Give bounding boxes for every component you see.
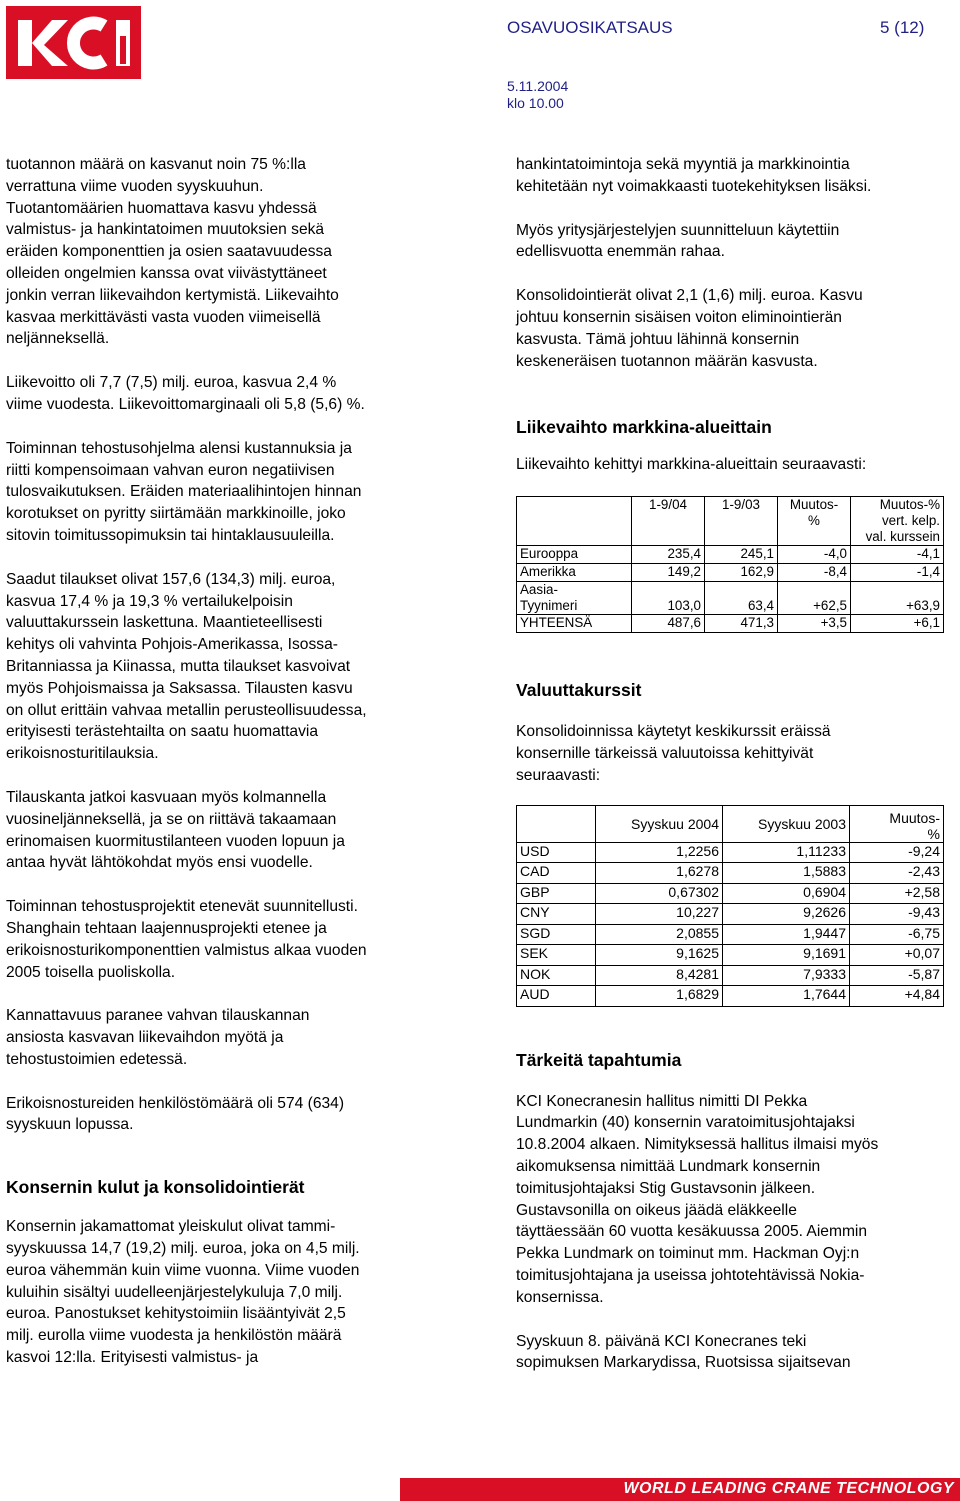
- table-cell: -6,75: [850, 924, 944, 945]
- table-cell: 63,4: [705, 582, 778, 615]
- table-cell: 1,6829: [596, 986, 723, 1007]
- table-cell: +63,9: [851, 582, 944, 615]
- table-cell: -9,43: [850, 904, 944, 925]
- table-header-row: [517, 497, 944, 546]
- table-cell: 0,6904: [723, 883, 850, 904]
- table-row: [517, 924, 944, 945]
- table-cell: AUD: [517, 986, 596, 1007]
- table-cell: -5,87: [850, 965, 944, 986]
- table-cell: 9,1691: [723, 945, 850, 966]
- section-heading-events: Tärkeitä tapahtumia: [516, 1049, 682, 1070]
- table-row: [517, 564, 944, 582]
- table-row: [517, 945, 944, 966]
- table-row: [517, 546, 944, 564]
- table-cell: +3,5: [778, 615, 851, 633]
- paragraph: Konsolidointierät olivat 2,1 (1,6) milj. euroa. Kasvu johtuu konsernin sisäisen voiton eliminointierän kasvusta. Tämä johtuu lähinnä konsernin keskeneräisen tuotannon määrän kasvusta.: [516, 287, 863, 370]
- time: klo 10.00: [507, 95, 564, 111]
- table-header-cell: 1-9/03: [705, 497, 778, 546]
- paragraph: Toiminnan tehostusohjelma alensi kustannuksia ja riitti kompensoimaan vahvan euron negatiivisen tulosvaikutuksen. Eräiden materiaalihintojen hinnan korotukset on pyritty siirtämään markkinoille, joko sitovin toimitussopimuksin tai hintaklausuuleilla.: [6, 439, 362, 544]
- table-cell: YHTEENSÄ: [517, 615, 632, 633]
- table-cell: 1,11233: [723, 842, 850, 863]
- currency-table: [516, 805, 944, 1007]
- table-cell: -4,0: [778, 546, 851, 564]
- section-heading-currency: Valuuttakurssit: [516, 680, 642, 701]
- table-cell: 10,227: [596, 904, 723, 925]
- table-cell: 7,9333: [723, 965, 850, 986]
- left-column: [6, 154, 456, 1391]
- table-row: [517, 965, 944, 986]
- table-cell: 9,1625: [596, 945, 723, 966]
- table-row: [517, 904, 944, 925]
- table-row: [517, 615, 944, 633]
- paragraph: Tilauskanta jatkoi kasvuaan myös kolmannella vuosineljänneksellä, ja se on riittävä takaamaan erinomaisen kuormitustilanteen vuoden lopuun ja antaa hyvät lähtökohdat myös ensi vuodelle.: [6, 788, 345, 872]
- date: 5.11.2004: [507, 78, 569, 94]
- paragraph: KCI Konecranesin hallitus nimitti DI Pekka Lundmarkin (40) konsernin varatoimitusjohtajaksi 10.8.2004 alkaen. Nimityksessä hallitus ilmaisi myös aikomuksensa nimittää Lundmark konsernin toimitusjohtajaksi Stig Gustavsonin jälkeen. Gustavsonilla on oikeus jäädä eläkkeelle täyttäessään 60 vuotta kesäkuussa 2005. Aiemmin Pekka Lundmark on toiminut mm. Hackman Oyj:n toimitusjohtajana ja useissa johtotehtävissä Nokia- konsernissa.: [516, 1092, 879, 1306]
- footer-slogan: WORLD LEADING CRANE TECHNOLOGY: [623, 1480, 954, 1497]
- kci-logo-mark: [6, 6, 141, 79]
- paragraph: hankintatoimintoja sekä myyntiä ja markkinointia kehitetään nyt voimakkaasti tuotekehityksen lisäksi.: [516, 156, 872, 195]
- table-cell: SGD: [517, 924, 596, 945]
- table-cell: +62,5: [778, 582, 851, 615]
- table-cell: USD: [517, 842, 596, 863]
- table-cell: Eurooppa: [517, 546, 632, 564]
- section-heading-market: Liikevaihto markkina-alueittain: [516, 417, 772, 438]
- document-title: OSAVUOSIKATSAUS: [507, 18, 673, 37]
- paragraph: tuotannon määrä on kasvanut noin 75 %:lla verrattuna viime vuoden syyskuuhun. Tuotantomäärien huomattava kasvu yhdessä valmistus- ja hankintatoimen muutoksien sekä eräiden komponenttien ja osien saatavuudessa olleiden ongelmien kanssa ovat viivästyttäneet jonkin verran liikevaihdon kertymistä. Liikevaihto kasvaa merkittävästi vasta vuoden viimeisellä neljänneksellä.: [6, 156, 339, 348]
- table-cell: -8,4: [778, 564, 851, 582]
- table-cell: +6,1: [851, 615, 944, 633]
- table-cell: -9,24: [850, 842, 944, 863]
- paragraph: Syyskuun 8. päivänä KCI Konecranes teki sopimuksen Markarydissa, Ruotsissa sijaitsevan: [516, 1332, 851, 1372]
- table-cell: 0,67302: [596, 883, 723, 904]
- paragraph: Toiminnan tehostusprojektit etenevät suunnitellusti. Shanghain tehtaan laajennusprojekti etenee ja erikoisnosturikomponenttien valmistus alkaa vuoden 2005 toisella puoliskolla.: [6, 898, 367, 981]
- right-column: [516, 154, 960, 1396]
- table-row: [517, 986, 944, 1007]
- table-cell: CAD: [517, 863, 596, 884]
- table-cell: +2,58: [850, 883, 944, 904]
- document-date: [507, 78, 568, 112]
- paragraph: Erikoisnostureiden henkilöstömäärä oli 574 (634) syyskuun lopussa.: [6, 1094, 345, 1134]
- paragraph: Myös yritysjärjestelyjen suunnitteluun käytettiin edellisvuotta enemmän rahaa.: [516, 221, 840, 261]
- table-header-cell: 1-9/04: [632, 497, 705, 546]
- table-row: [517, 582, 944, 615]
- table-cell: 1,2256: [596, 842, 723, 863]
- kci-logo: [6, 6, 141, 79]
- table-header-cell: Muutos- %: [778, 497, 851, 546]
- paragraph: Konsernin jakamattomat yleiskulut olivat tammi- syyskuussa 14,7 (19,2) milj. euroa, joka on 4,5 milj. euroa vähemmän kuin viime vuonna. Viime vuoden kuluihin sisältyi uudelleenjärjestelykuluja 7,0 milj. euroa. Panostukset kehitystoimiin lisääntyivät 2,5 milj. eurolla viime vuodesta ja henkilöstön määrä kasvoi 12:lla. Erityisesti valmistus- ja: [6, 1218, 360, 1367]
- table-cell: +0,07: [850, 945, 944, 966]
- table-cell: Amerikka: [517, 564, 632, 582]
- table-cell: Aasia- Tyynimeri: [517, 582, 632, 615]
- table-cell: -1,4: [851, 564, 944, 582]
- page-number: 5 (12): [880, 18, 925, 37]
- table-cell: 103,0: [632, 582, 705, 615]
- table-cell: 1,5883: [723, 863, 850, 884]
- table-header-cell: Syyskuu 2004: [596, 805, 723, 842]
- table-header-cell: [517, 497, 632, 546]
- market-area-table: [516, 496, 944, 633]
- table-cell: -2,43: [850, 863, 944, 884]
- paragraph: Liikevoitto oli 7,7 (7,5) milj. euroa, kasvua 2,4 % viime vuodesta. Liikevoittomarginaali oli 5,8 (5,6) %.: [6, 374, 365, 413]
- table-row: [517, 883, 944, 904]
- table-cell: 1,7644: [723, 986, 850, 1007]
- paragraph: Kannattavuus paranee vahvan tilauskannan ansiosta kasvavan liikevaihdon myötä ja tehostustoimien edetessä.: [6, 1007, 310, 1068]
- table-cell: -4,1: [851, 546, 944, 564]
- table-row: [517, 863, 944, 884]
- paragraph: Saadut tilaukset olivat 157,6 (134,3) milj. euroa, kasvua 17,4 % ja 19,3 % vertailukelpoisin valuuttakurssein laskettuna. Maantieteellisesti kehitys oli vahvinta Pohjois-Amerikassa, Isossa- Britanniassa ja Kiinassa, mutta tilaukset kasvoivat myös Pohjoismaissa ja Saksassa. Tilausten kasvu on ollut erittäin vahvaa metallin perusteollisuudessa, erityisesti terästehtailta on saatu huomattavia erikoisnosturitilauksia.: [6, 570, 367, 763]
- table-cell: 162,9: [705, 564, 778, 582]
- table-cell: 2,0855: [596, 924, 723, 945]
- table-header-cell: [517, 805, 596, 842]
- table-header-cell: Syyskuu 2003: [723, 805, 850, 842]
- section-heading-costs: Konsernin kulut ja konsolidointierät: [6, 1177, 305, 1198]
- paragraph: Konsolidoinnissa käytetyt keskikurssit eräissä konsernille tärkeissä valuutoissa kehittyivät seuraavasti:: [516, 723, 831, 784]
- table-header-cell: Muutos- %: [850, 805, 944, 842]
- paragraph: Liikevaihto kehittyi markkina-alueittain seuraavasti:: [516, 456, 867, 474]
- table-cell: 235,4: [632, 546, 705, 564]
- table-cell: 487,6: [632, 615, 705, 633]
- table-cell: GBP: [517, 883, 596, 904]
- table-header-cell: Muutos-% vert. kelp. val. kurssein: [851, 497, 944, 546]
- table-cell: 149,2: [632, 564, 705, 582]
- table-cell: 1,9447: [723, 924, 850, 945]
- table-cell: CNY: [517, 904, 596, 925]
- table-cell: 8,4281: [596, 965, 723, 986]
- table-cell: SEK: [517, 945, 596, 966]
- table-cell: 471,3: [705, 615, 778, 633]
- table-row: [517, 842, 944, 863]
- table-cell: NOK: [517, 965, 596, 986]
- footer-banner: [400, 1478, 960, 1501]
- table-cell: +4,84: [850, 986, 944, 1007]
- table-header-row: [517, 805, 944, 842]
- table-cell: 1,6278: [596, 863, 723, 884]
- table-cell: 9,2626: [723, 904, 850, 925]
- table-cell: 245,1: [705, 546, 778, 564]
